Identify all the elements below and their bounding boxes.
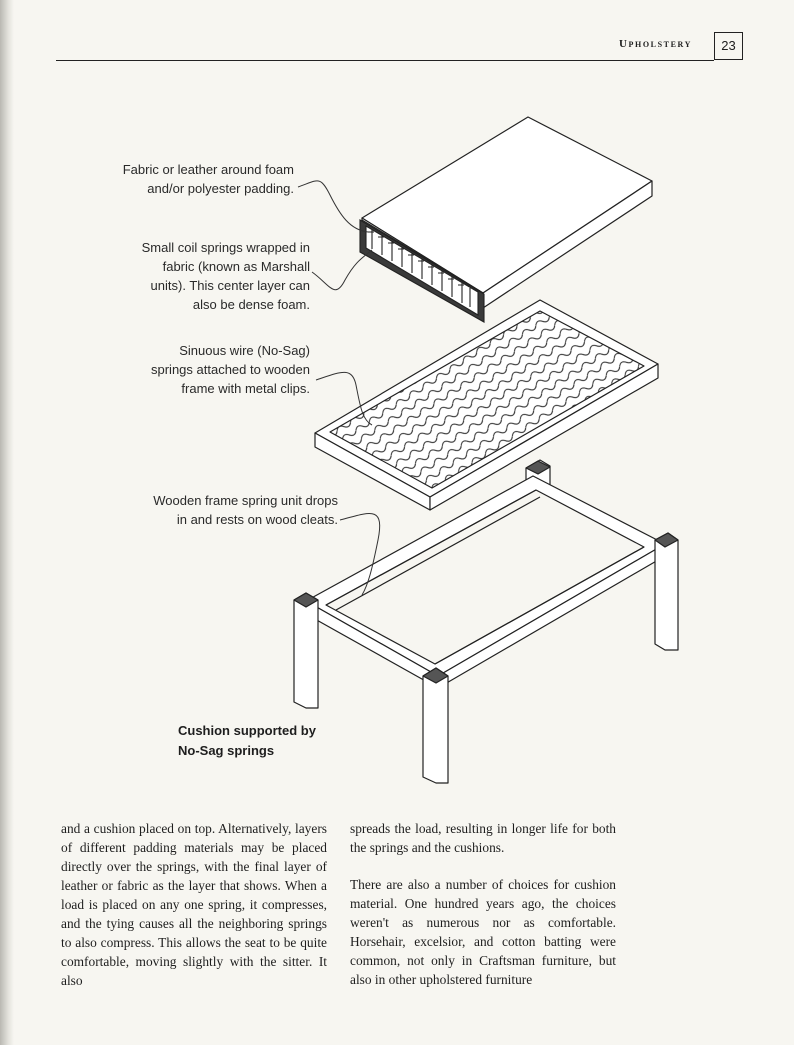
page-number: 23 <box>714 32 743 60</box>
body-right-column <box>350 819 616 1007</box>
callout-coil-springs: Small coil springs wrapped in fabric (known as Marshall units). This center layer can also be dense foam. <box>141 240 310 312</box>
body-left-column <box>61 819 327 1008</box>
wooden-frame <box>294 460 678 783</box>
cushion-layer <box>362 117 652 318</box>
body-paragraph: There are also a number of choices for cushion material. One hundred years ago, the choices weren't as numerous nor as comfortable. Horsehair, excelsior, and cotton batting were common, not only in Craftsman furniture, but also in other upholstered furniture <box>350 877 616 987</box>
running-head: Upholstery <box>618 38 692 50</box>
callout-fabric: Fabric or leather around foam and/or polyester padding. <box>122 162 294 196</box>
figure-caption: Cushion supported by No-Sag springs <box>178 723 316 758</box>
spring-unit <box>315 300 658 510</box>
callout-wooden-frame: Wooden frame spring unit drops in and rests on wood cleats. <box>153 493 338 527</box>
body-paragraph: and a cushion placed on top. Alternatively, layers of different padding materials may be placed directly over the springs, with the final layer of leather or fabric as the layer that shows. When a load is placed on any one spring, it compresses, and the tying causes all the neighboring springs to also compress. This allows the seat to be quite comfortable, moving slightly with the sitter. It also <box>61 821 327 988</box>
body-paragraph: spreads the load, resulting in longer life for both the springs and the cushions. <box>350 821 616 855</box>
callout-sinuous-wire: Sinuous wire (No-Sag) springs attached to wooden frame with metal clips. <box>151 343 310 396</box>
